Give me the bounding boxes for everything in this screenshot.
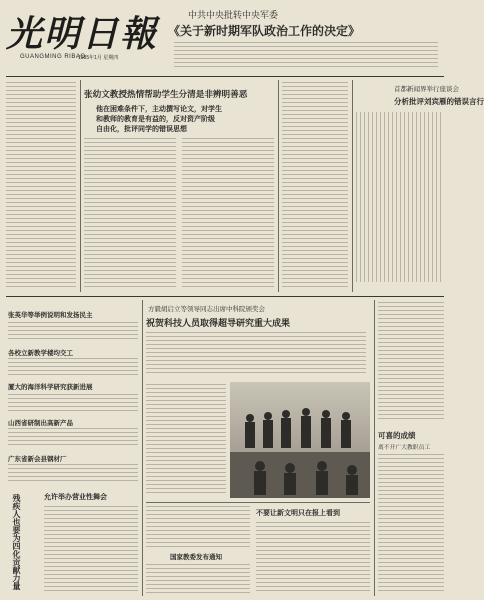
left-story-headline: 张幼文教授热情帮助学生分清是非辨明善恶: [84, 90, 248, 100]
sidebar-left-body: [8, 464, 138, 482]
right-story: [356, 80, 484, 292]
bottom-mid-headline: 不要让新文明只在报上看到: [256, 509, 340, 517]
sidebar-right-headline: 可喜的成绩: [378, 431, 416, 440]
right-story-body: [356, 112, 444, 282]
masthead-pinyin: GUANGMING RIBAO: [20, 54, 86, 60]
masthead: [6, 4, 166, 74]
sidebar-right-body: [378, 454, 444, 594]
top-news-body: [174, 42, 438, 70]
mid-story-body: [146, 332, 366, 376]
sidebar-left-body: [44, 506, 138, 592]
fold-rule: [6, 296, 444, 297]
sidebar-left-item: 厦大的海洋科学研究获新进展: [8, 383, 93, 391]
sidebar-left-item: 张英华等举例说明和发扬民主: [8, 311, 93, 319]
sidebar-left-item: 山西省研制出高新产品: [8, 419, 73, 427]
left-story: [84, 80, 274, 292]
mid-story-headline: 祝贺科技人员取得超导研究重大成果: [146, 319, 291, 329]
left-story-subhead-3: 自由化，批评同学的错误思想: [96, 125, 187, 133]
bottom-mid-body-b: [256, 522, 370, 594]
sidebar-left-body: [8, 322, 138, 342]
sidebar-right-subhead: 离不开广大教职员工: [378, 445, 431, 451]
sidebar-left-body: [8, 394, 138, 412]
bottom-mid-body-c: [146, 564, 250, 594]
left-story-body-b: [182, 138, 274, 288]
col-rule-right: [352, 80, 353, 292]
bottom-left-vertical-headline: 残疾人也要为四化贡献力量: [12, 494, 21, 590]
mid-column-text-a: [146, 384, 226, 496]
top-news: [168, 6, 444, 74]
left-story-subhead-2: 和教师的教育是有益的，反对资产阶级: [96, 115, 215, 123]
sidebar-left-body: [8, 428, 138, 448]
top-news-headline: 《关于新时期军队政治工作的决定》: [168, 24, 361, 38]
mid-story: [146, 300, 370, 380]
left-story-subhead-1: 他在困难条件下，主动撰写论文，对学生: [96, 105, 222, 113]
masthead-title: 光明日報: [6, 13, 159, 55]
masthead-issue-line: 1985年1月 星期四: [78, 55, 119, 61]
col-rule-centre: [278, 80, 279, 292]
top-news-kicker: 中共中央批转中央军委: [188, 11, 279, 21]
news-photo: [230, 382, 370, 498]
sidebar-left-item: 允许举办营业性舞会: [44, 493, 107, 501]
col-rule-left: [80, 80, 81, 292]
mid-story-kicker: 方毅胡启立等领导同志出席中科院颁奖会: [148, 305, 265, 313]
masthead-rule: [6, 76, 444, 77]
centre-column-text: [282, 82, 348, 288]
col-rule-lower-left: [142, 300, 143, 596]
bottom-mid-rule: [146, 502, 370, 503]
bottom-mid-body-a: [146, 506, 250, 548]
sidebar-left-item: 各校立新教学楼均交工: [8, 349, 73, 357]
left-story-body-a: [84, 138, 176, 288]
right-story-headline: 分析批评刘宾雁的错误言行: [394, 97, 484, 106]
right-story-kicker: 首都新闻界举行座谈会: [394, 85, 459, 93]
sidebar-left-item: 广东省新会县钢材厂: [8, 455, 67, 463]
col-rule-lower-right: [374, 300, 375, 596]
left-column-text: [6, 82, 76, 288]
bottom-mid-brief: 国家教委发布通知: [170, 553, 222, 561]
sidebar-left: [6, 300, 140, 596]
sidebar-right-body-top: [378, 302, 444, 422]
sidebar-left-body: [8, 358, 138, 376]
